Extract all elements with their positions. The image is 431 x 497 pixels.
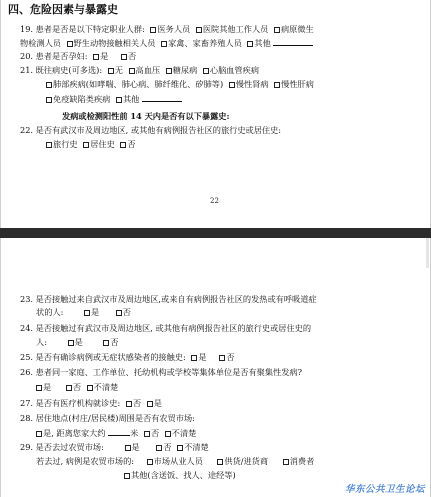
checkbox-market-worker[interactable] bbox=[147, 459, 153, 465]
checkbox-consumer[interactable] bbox=[283, 459, 289, 465]
option-medical-staff: 医务人员 bbox=[157, 24, 191, 34]
checkbox-q29-no[interactable] bbox=[156, 445, 162, 451]
question-24-cont: 人: bbox=[36, 337, 47, 347]
question-21-line2 bbox=[46, 79, 314, 90]
scrollbar-edge[interactable] bbox=[426, 238, 429, 268]
question-27-text: 27. 是否有医疗机构就诊史: bbox=[20, 398, 121, 408]
option-wildlife-contact: 野生动物接触相关人员 bbox=[73, 38, 156, 48]
option-pathogen-lab: 病原微生 bbox=[280, 24, 314, 34]
option-travel-history: 旅行史 bbox=[53, 139, 78, 149]
checkbox-lung-disease[interactable] bbox=[46, 82, 52, 88]
forum-watermark: 华东公共卫生论坛 bbox=[344, 484, 425, 495]
checkbox-immunodeficiency[interactable] bbox=[46, 97, 52, 103]
question-21-line3 bbox=[46, 93, 182, 105]
occupation-other-input[interactable] bbox=[273, 37, 313, 46]
question-23: 23. 是否接触过来自武汉市及周边地区,或来自有病例报告社区的发热或有呼吸道症 bbox=[20, 294, 317, 304]
checkbox-q28-unknown[interactable] bbox=[165, 431, 171, 437]
page-number: 22 bbox=[210, 197, 219, 205]
question-27 bbox=[20, 398, 162, 409]
question-20 bbox=[20, 51, 136, 62]
checkbox-q26-yes[interactable] bbox=[36, 385, 42, 391]
checkbox-occupation-other[interactable] bbox=[247, 41, 253, 47]
option-diabetes: 糖尿病 bbox=[172, 65, 198, 75]
option-market-worker: 市场从业人员 bbox=[153, 456, 203, 466]
checkbox-q25-yes[interactable] bbox=[191, 355, 197, 361]
option-pregnant-yes: 是 bbox=[100, 51, 109, 61]
question-24-line2 bbox=[36, 337, 119, 348]
checkbox-diabetes[interactable] bbox=[166, 68, 172, 74]
option-q26-yes: 是 bbox=[43, 382, 52, 392]
option-q28-unknown: 不清楚 bbox=[171, 428, 197, 438]
option-q25-no: 否 bbox=[226, 352, 235, 362]
checkbox-q27-no[interactable] bbox=[126, 401, 132, 407]
question-29-line3 bbox=[124, 470, 236, 481]
option-chronic-kidney: 慢性肾病 bbox=[235, 79, 269, 89]
checkbox-pathogen-lab[interactable] bbox=[274, 27, 280, 33]
question-19-text: 19. 患者是否是以下特定职业人群: bbox=[20, 24, 145, 34]
checkbox-q24-no[interactable] bbox=[103, 340, 109, 346]
question-28: 28. 居住地点(村庄/居民楼)周围是否有农贸市场: bbox=[20, 413, 195, 423]
document-page-upper bbox=[0, 0, 431, 228]
option-q24-no: 否 bbox=[110, 337, 119, 347]
option-q26-no: 否 bbox=[72, 382, 82, 392]
checkbox-pregnant-no[interactable] bbox=[121, 54, 127, 60]
question-19-line2 bbox=[20, 37, 313, 49]
question-28-line2 bbox=[36, 427, 196, 439]
checkbox-medical-staff[interactable] bbox=[150, 27, 156, 33]
checkbox-other-hospital-staff[interactable] bbox=[196, 27, 202, 33]
question-21-text: 21. 既往病史(可多选): bbox=[20, 65, 103, 75]
option-market-other: 其他(含送饭、找人、途经等) bbox=[131, 470, 236, 480]
checkbox-q25-no[interactable] bbox=[219, 355, 225, 361]
checkbox-q27-yes[interactable] bbox=[147, 401, 153, 407]
section-title: 四、危险因素与暴露史 bbox=[8, 3, 118, 16]
option-cardio-cerebro: 心脑血管疾病 bbox=[209, 65, 260, 75]
option-q27-no: 否 bbox=[132, 398, 142, 408]
checkbox-poultry-livestock[interactable] bbox=[161, 41, 167, 47]
option-q29-yes: 是 bbox=[131, 442, 140, 452]
checkbox-chronic-kidney[interactable] bbox=[229, 82, 235, 88]
option-supplier: 供货/进货商 bbox=[224, 456, 269, 466]
question-19 bbox=[20, 24, 314, 35]
page-break bbox=[0, 228, 431, 238]
checkbox-q23-no[interactable] bbox=[116, 310, 122, 316]
checkbox-travel-history[interactable] bbox=[46, 142, 52, 148]
checkbox-wildlife-contact[interactable] bbox=[67, 41, 73, 47]
question-22: 22. 是否有武汉市及周边地区, 或其他有病例报告社区的旅行史或居住史: bbox=[20, 125, 282, 135]
checkbox-q28-yes[interactable] bbox=[36, 431, 42, 437]
document-page-lower bbox=[0, 238, 431, 497]
option-q25-yes: 是 bbox=[198, 352, 207, 362]
question-26: 26. 患者同一家庭、工作单位、托幼机构或学校等集体单位是否有聚集性发病? bbox=[20, 367, 303, 377]
checkbox-q28-no[interactable] bbox=[144, 431, 150, 437]
option-q28-yes-distance: 是, 距离您家大约 bbox=[43, 428, 106, 438]
question-21 bbox=[20, 65, 259, 76]
checkbox-q23-yes[interactable] bbox=[84, 310, 90, 316]
option-lung-disease: 肺部疾病(如哮喘、肺心病、肺纤维化、矽肺等) bbox=[53, 79, 224, 89]
option-occupation-other: 其他 bbox=[254, 38, 271, 48]
option-consumer: 消费者 bbox=[289, 456, 315, 466]
option-q29-no: 否 bbox=[163, 442, 172, 452]
question-23-cont: 状的人: bbox=[36, 307, 64, 317]
option-q23-no: 否 bbox=[122, 307, 131, 317]
question-25 bbox=[20, 352, 234, 363]
option-residence-history: 居住史 bbox=[90, 139, 115, 149]
checkbox-history-none[interactable] bbox=[108, 68, 114, 74]
question-29-line2 bbox=[36, 456, 314, 467]
option-q27-yes: 是 bbox=[153, 398, 162, 408]
checkbox-history-other[interactable] bbox=[116, 97, 122, 103]
question-25-text: 25. 是否有确诊病例或无症状感染者的接触史: bbox=[20, 352, 186, 362]
checkbox-no-travel[interactable] bbox=[120, 142, 126, 148]
exposure-header: 发病或检测阳性前 14 天内是否有以下暴露史: bbox=[62, 111, 230, 121]
distance-unit: 米 bbox=[130, 428, 139, 438]
option-other-hospital-staff: 医院其他工作人员 bbox=[202, 24, 269, 34]
option-q28-no: 否 bbox=[150, 428, 160, 438]
option-hypertension: 高血压 bbox=[135, 65, 161, 75]
option-history-other: 其他 bbox=[122, 94, 140, 104]
question-20-text: 20. 患者是否孕妇: bbox=[20, 51, 88, 61]
checkbox-residence-history[interactable] bbox=[83, 142, 89, 148]
question-22-options bbox=[46, 139, 136, 150]
checkbox-cardio-cerebro[interactable] bbox=[203, 68, 209, 74]
option-q23-yes: 是 bbox=[90, 307, 100, 317]
option-no-travel: 否 bbox=[127, 139, 136, 149]
question-29-role-text: 若去过, 病例是农贸市场的: bbox=[36, 456, 135, 466]
option-immunodeficiency: 免疫缺陷类疾病 bbox=[53, 94, 111, 104]
option-q24-yes: 是 bbox=[74, 337, 83, 347]
checkbox-supplier[interactable] bbox=[217, 459, 223, 465]
checkbox-hypertension[interactable] bbox=[129, 68, 135, 74]
option-q29-unknown: 不清楚 bbox=[184, 442, 209, 452]
question-23-line2 bbox=[36, 307, 131, 318]
checkbox-q29-yes[interactable] bbox=[125, 445, 131, 451]
checkbox-chronic-liver[interactable] bbox=[274, 82, 280, 88]
question-24: 24. 是否接触过有武汉市及周边地区, 或其他有病例报告社区的旅行史或居住史的 bbox=[20, 323, 312, 333]
checkbox-q26-no[interactable] bbox=[66, 385, 72, 391]
history-other-input[interactable] bbox=[142, 93, 182, 102]
checkbox-q24-yes[interactable] bbox=[68, 340, 74, 346]
question-29 bbox=[20, 442, 209, 453]
question-29-text: 29. 是否去过农贸市场: bbox=[20, 442, 104, 452]
option-q26-unknown: 不清楚 bbox=[93, 382, 119, 392]
checkbox-q29-unknown[interactable] bbox=[177, 445, 183, 451]
option-pregnant-no: 否 bbox=[127, 51, 137, 61]
option-poultry-livestock: 家禽、家畜养殖人员 bbox=[168, 38, 242, 48]
option-chronic-liver: 慢性肝病 bbox=[281, 79, 314, 89]
checkbox-pregnant-yes[interactable] bbox=[93, 54, 99, 60]
question-26-options bbox=[36, 382, 118, 393]
option-history-none: 无 bbox=[114, 65, 123, 75]
checkbox-q26-unknown[interactable] bbox=[87, 385, 93, 391]
checkbox-market-other[interactable] bbox=[124, 473, 130, 479]
distance-input[interactable] bbox=[108, 427, 130, 436]
option-pathogen-lab-cont: 物检测人员 bbox=[20, 38, 61, 48]
